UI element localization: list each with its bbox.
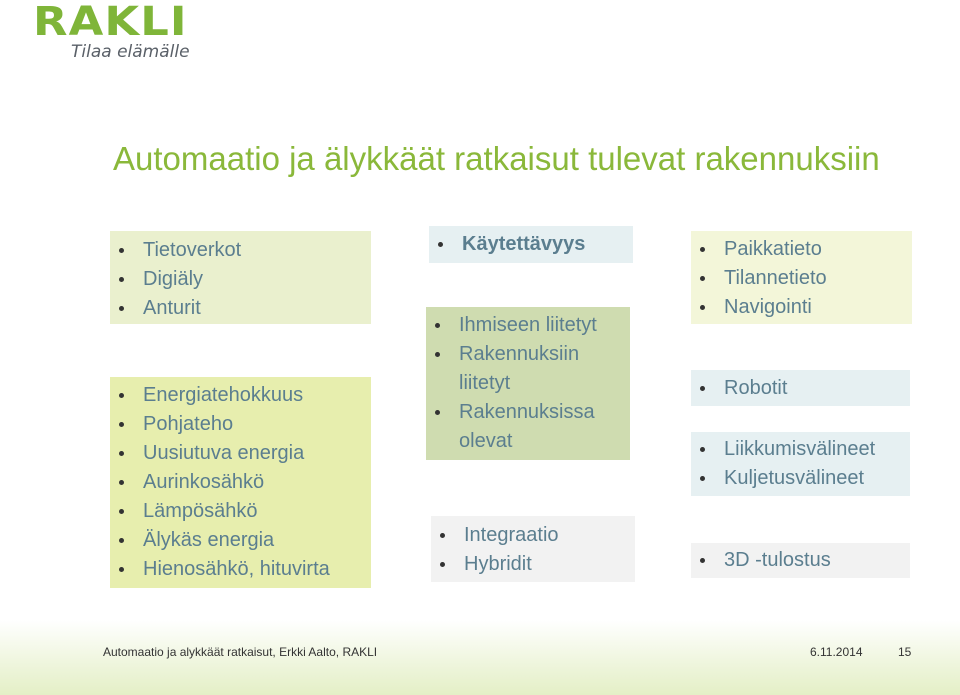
list-item: Robotit: [691, 374, 910, 403]
integration-box: [431, 516, 635, 582]
list-item: Liikkumisvälineet: [691, 435, 910, 464]
energy-box: [110, 377, 371, 588]
usability-box: [429, 226, 633, 263]
list-item: Integraatio: [431, 521, 635, 550]
list-item: Rakennuksiin liitetyt: [426, 340, 589, 398]
slide-title: Automaatio ja älykkäät ratkaisut tulevat rakennuksiin: [113, 140, 880, 177]
list-item: Lämpösähkö: [110, 497, 371, 526]
network-box: [110, 231, 371, 324]
connected-box: [426, 307, 630, 460]
rakli-logo: [33, 2, 208, 64]
list-item: 3D -tulostus: [691, 546, 910, 575]
footer-presentation-info: Automaatio ja alykkäät ratkaisut, Erkki Aalto, RAKLI: [103, 645, 378, 659]
footer-page-number: 15: [898, 645, 912, 659]
logo-wordmark: RAKLI: [33, 0, 188, 45]
list-item: Ihmiseen liitetyt: [426, 311, 630, 340]
usability-label: Käytettävyys: [462, 233, 586, 255]
list-item: [429, 230, 633, 259]
list-item: Tilannetieto: [691, 264, 912, 293]
list-item: Hienosähkö, hituvirta: [110, 555, 371, 584]
list-item: Tietoverkot: [110, 236, 371, 265]
list-item: Hybridit: [431, 550, 635, 579]
list-item: Paikkatieto: [691, 235, 912, 264]
list-item: Navigointi: [691, 293, 912, 322]
location-box: [691, 231, 912, 324]
list-item: Anturit: [110, 294, 371, 323]
list-item: Digiäly: [110, 265, 371, 294]
printing-box: [691, 543, 910, 578]
list-item: Uusiutuva energia: [110, 439, 371, 468]
list-item: Aurinkosähkö: [110, 468, 371, 497]
vehicles-box: [691, 432, 910, 496]
list-item: Älykäs energia: [110, 526, 371, 555]
list-item: Kuljetusvälineet: [691, 464, 910, 493]
list-item: Pohjateho: [110, 410, 371, 439]
list-item: Rakennuksissa olevat: [426, 398, 609, 456]
list-item: Energiatehokkuus: [110, 381, 371, 410]
robots-box: [691, 370, 910, 406]
footer-date: 6.11.2014: [810, 645, 863, 659]
logo-tagline: Tilaa elämälle: [71, 42, 190, 62]
